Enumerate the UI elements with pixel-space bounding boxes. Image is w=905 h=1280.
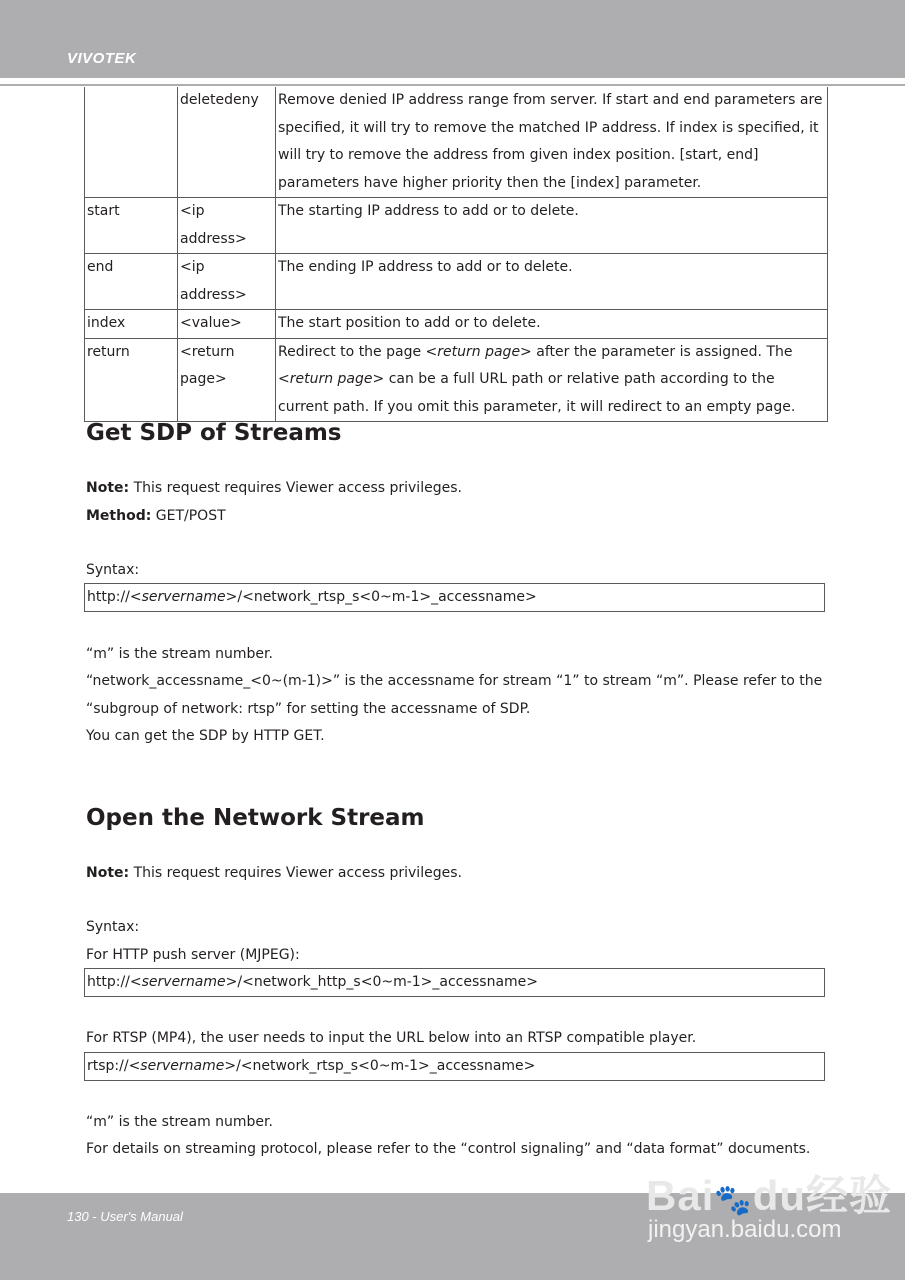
syntax-label-sdp: Syntax:: [86, 562, 140, 578]
watermark-logo: Bai🐾du经验: [646, 1172, 893, 1219]
note-sdp: Note: This request requires Viewer access privileges.: [86, 480, 462, 496]
param-value: deletedeny: [178, 87, 276, 198]
param-value: <ip address>: [178, 198, 276, 254]
rtsp-label: For RTSP (MP4), the user needs to input the URL below into an RTSP compatible player.: [86, 1030, 697, 1046]
param-name: return: [85, 338, 178, 422]
table-row: [85, 254, 828, 310]
table-row: [85, 198, 828, 254]
watermark-site: jingyan.baidu.com: [648, 1216, 842, 1243]
note-stream: Note: This request requires Viewer access privileges.: [86, 865, 462, 881]
param-name: index: [85, 310, 178, 339]
param-description: Redirect to the page <return page> after the parameter is assigned. The <return page> can be a full URL path or relative path according to the current path. If you omit this parameter, it will redirect to an empty page.: [276, 338, 828, 422]
param-description: The ending IP address to add or to delete.: [276, 254, 828, 310]
param-name: [85, 87, 178, 198]
paragraph: You can get the SDP by HTTP GET.: [86, 728, 325, 744]
paw-icon: 🐾: [714, 1184, 753, 1217]
table-row: [85, 310, 828, 339]
table-row: [85, 87, 828, 198]
param-description: The starting IP address to add or to delete.: [276, 198, 828, 254]
syntax-box-sdp: http://<servername>/<network_rtsp_s<0~m-1>_accessname>: [84, 583, 825, 612]
param-value: <value>: [178, 310, 276, 339]
param-description: The start position to add or to delete.: [276, 310, 828, 339]
paragraph: For details on streaming protocol, please refer to the “control signaling” and “data format” documents.: [86, 1141, 811, 1157]
paragraph: “subgroup of network: rtsp” for setting the accessname of SDP.: [86, 701, 531, 717]
parameter-table: [84, 87, 828, 422]
header-divider: [0, 84, 905, 86]
syntax-box-http: http://<servername>/<network_http_s<0~m-1>_accessname>: [84, 968, 825, 997]
param-name: end: [85, 254, 178, 310]
syntax-box-rtsp: rtsp://<servername>/<network_rtsp_s<0~m-1>_accessname>: [84, 1052, 825, 1081]
syntax-label-stream: Syntax:: [86, 919, 140, 935]
param-description: Remove denied IP address range from server. If start and end parameters are specified, it will try to remove the matched IP address. If index is specified, it will try to remove the address from given index position. [start, end] parameters have higher priority then the [index] parameter.: [276, 87, 828, 198]
brand-logo: VIVOTEK: [67, 50, 137, 67]
paragraph: “network_accessname_<0~(m-1)>” is the accessname for stream “1” to stream “m”. Please refer to the: [86, 673, 823, 689]
paragraph: “m” is the stream number.: [86, 1114, 273, 1130]
section-title-sdp: Get SDP of Streams: [86, 420, 342, 446]
table-row: [85, 338, 828, 422]
param-value: <ip address>: [178, 254, 276, 310]
http-push-label: For HTTP push server (MJPEG):: [86, 947, 300, 963]
page-number: 130 - User's Manual: [67, 1209, 183, 1224]
page-header: [0, 0, 905, 78]
paragraph: “m” is the stream number.: [86, 646, 273, 662]
param-name: start: [85, 198, 178, 254]
param-value: <return page>: [178, 338, 276, 422]
section-title-stream: Open the Network Stream: [86, 805, 425, 831]
method-sdp: Method: GET/POST: [86, 508, 226, 524]
